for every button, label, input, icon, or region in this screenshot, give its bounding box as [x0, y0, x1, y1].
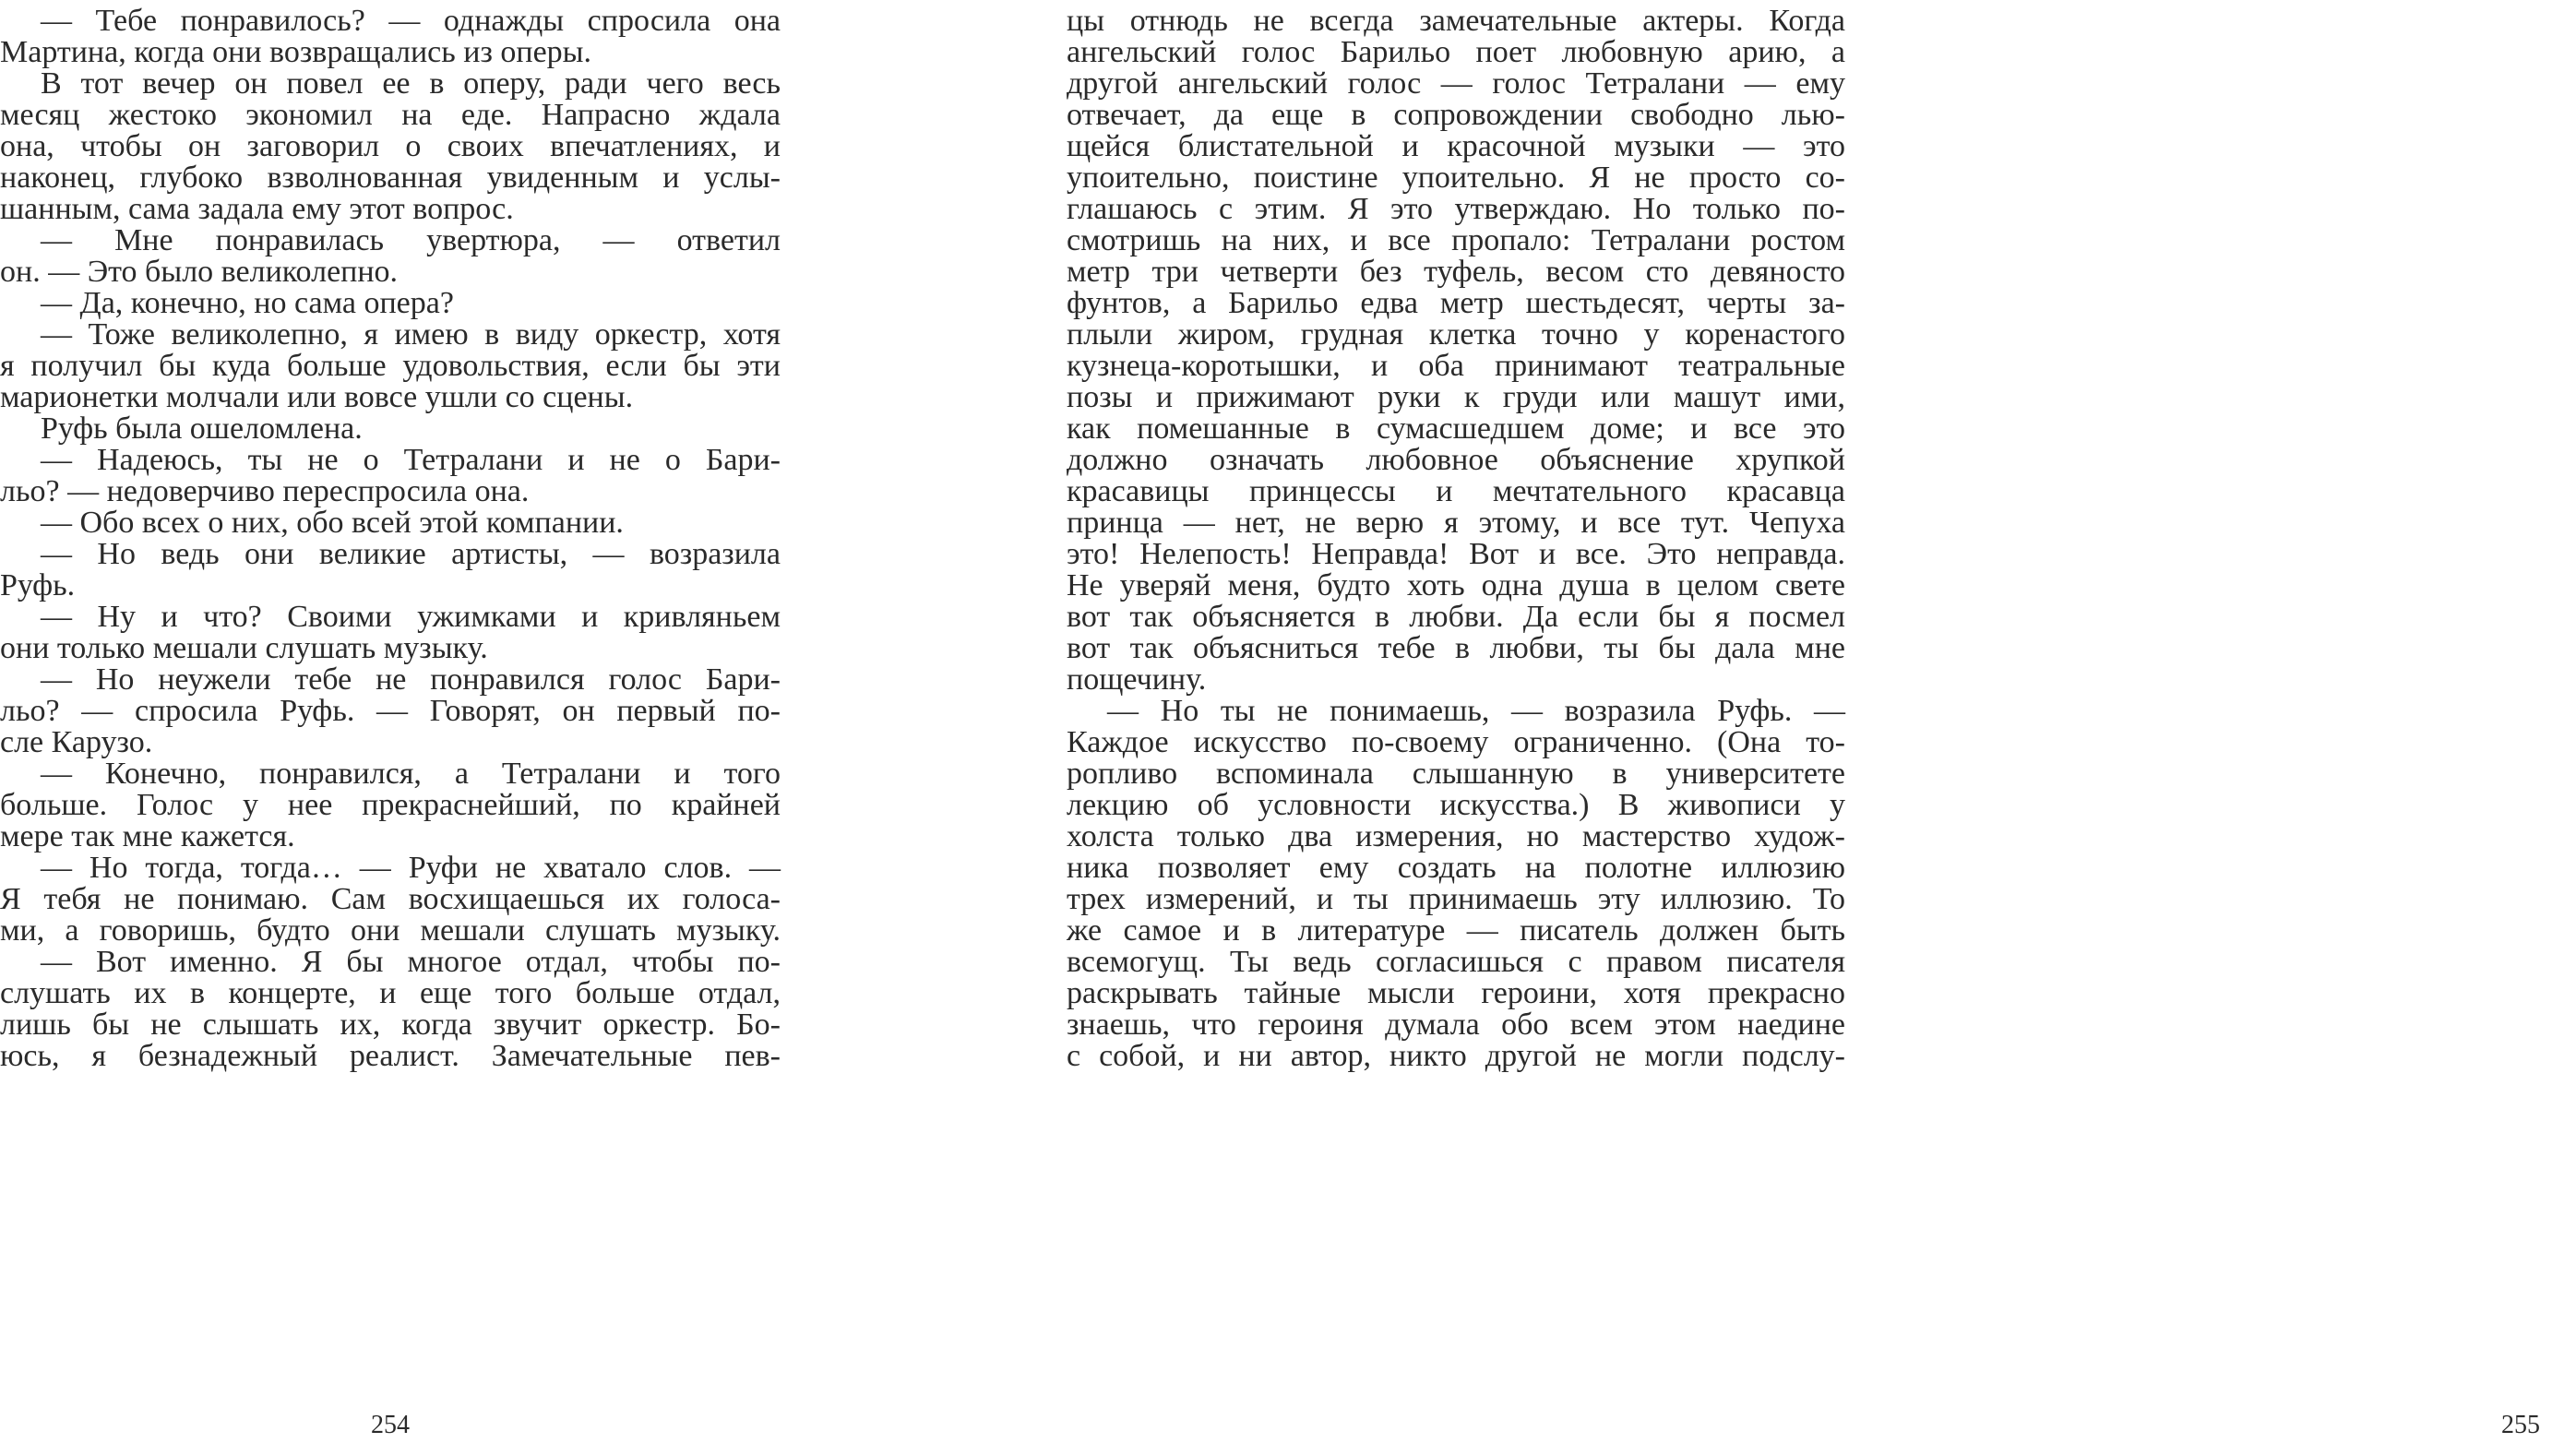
- text-line: холста только два измерения, но мастерство худож-: [1067, 819, 1845, 853]
- text-line: же самое и в литературе — писатель должен быть: [1067, 913, 1845, 948]
- text-line: — Ну и что? Своими ужимками и кривляньем: [41, 600, 781, 634]
- text-line: больше. Голос у нее прекраснейший, по крайней: [0, 788, 781, 822]
- text-line: упоительно, поистине упоительно. Я не просто со-: [1067, 161, 1845, 195]
- text-line: Каждое искусство по-своему ограниченно. (Она то-: [1067, 725, 1845, 759]
- text-line: сле Карузо.: [0, 725, 153, 759]
- text-line: ми, а говоришь, будто они мешали слушать музыку.: [0, 913, 781, 948]
- text-line: ангельский голос Барильо поет любовную арию, а: [1067, 35, 1845, 69]
- text-line: — Но ты не понимаешь, — возразила Руфь. —: [1107, 694, 1845, 728]
- text-line: цы отнюдь не всегда замечательные актеры. Когда: [1067, 4, 1845, 38]
- text-line: ропливо вспоминала слышанную в университете: [1067, 757, 1845, 791]
- text-line: Руфь была ошеломлена.: [41, 411, 363, 446]
- text-line: льо? — спросила Руфь. — Говорят, он первый по-: [0, 694, 781, 728]
- text-line: вот так объясниться тебе в любви, ты бы дала мне: [1067, 631, 1845, 665]
- text-line: Я тебя не понимаю. Сам восхищаешься их голоса-: [0, 882, 781, 916]
- text-line: ника позволяет ему создать на полотне иллюзию: [1067, 851, 1845, 885]
- text-line: льо? — недоверчиво переспросила она.: [0, 474, 530, 508]
- text-line: — Но ведь они великие артисты, — возразила: [41, 537, 781, 571]
- text-line: юсь, я безнадежный реалист. Замечательные пев-: [0, 1039, 781, 1073]
- text-line: — Обо всех о них, обо всей этой компании.: [41, 506, 624, 540]
- text-line: вот так объясняется в любви. Да если бы я посмел: [1067, 600, 1845, 634]
- text-line: Руфь.: [0, 568, 76, 602]
- text-line: глашаюсь с этим. Я это утверждаю. Но только по-: [1067, 192, 1845, 226]
- text-line: с собой, и ни автор, никто другой не могли подслу-: [1067, 1039, 1845, 1073]
- text-line: наконец, глубоко взволнованная увиденным и услы-: [0, 161, 781, 195]
- text-line: — Но неужели тебе не понравился голос Бари-: [41, 662, 781, 697]
- text-line: марионетки молчали или вовсе ушли со сцены.: [0, 380, 634, 414]
- text-line: раскрывать тайные мысли героини, хотя прекрасно: [1067, 976, 1845, 1010]
- text-line: мере так мне кажется.: [0, 819, 295, 853]
- text-line: метр три четверти без туфель, весом сто девяносто: [1067, 255, 1845, 289]
- text-line: лекцию об условности искусства.) В живописи у: [1067, 788, 1845, 822]
- text-line: — Конечно, понравился, а Тетралани и того: [41, 757, 781, 791]
- text-line: они только мешали слушать музыку.: [0, 631, 488, 665]
- text-line: месяц жестоко экономил на еде. Напрасно ждала: [0, 98, 781, 132]
- text-line: принца — нет, не верю я этому, и все тут. Чепуха: [1067, 506, 1845, 540]
- text-line: отвечает, да еще в сопровождении свободно лью-: [1067, 98, 1845, 132]
- text-line: — Вот именно. Я бы многое отдал, чтобы по-: [41, 945, 781, 979]
- text-line: — Надеюсь, ты не о Тетралани и не о Бари-: [41, 443, 781, 477]
- text-line: щейся блистательной и красочной музыки — это: [1067, 129, 1845, 163]
- text-line: позы и прижимают руки к груди или машут ими,: [1067, 380, 1845, 414]
- text-line: пощечину.: [1067, 662, 1207, 697]
- text-line: должно означать любовное объяснение хрупкой: [1067, 443, 1845, 477]
- text-line: это! Нелепость! Неправда! Вот и все. Это неправда.: [1067, 537, 1845, 571]
- text-line: фунтов, а Барильо едва метр шестьдесят, черты за-: [1067, 286, 1845, 320]
- text-line: шанным, сама задала ему этот вопрос.: [0, 192, 514, 226]
- text-line: — Но тогда, тогда… — Руфи не хватало слов. —: [41, 851, 781, 885]
- text-line: кузнеца-коротышки, и оба принимают театральные: [1067, 349, 1845, 383]
- text-line: она, чтобы он заговорил о своих впечатлениях, и: [0, 129, 781, 163]
- text-line: красавицы принцессы и мечтательного красавца: [1067, 474, 1845, 508]
- text-line: как помешанные в сумасшедшем доме; и все это: [1067, 411, 1845, 446]
- text-line: он. — Это было великолепно.: [0, 255, 399, 289]
- text-line: Мартина, когда они возвращались из оперы.: [0, 35, 592, 69]
- left-page-number: 254: [371, 1411, 410, 1439]
- right-page: [1067, 0, 2540, 1443]
- text-line: всемогущ. Ты ведь согласишься с правом писателя: [1067, 945, 1845, 979]
- text-line: плыли жиром, грудная клетка точно у коренастого: [1067, 317, 1845, 352]
- text-line: лишь бы не слышать их, когда звучит оркестр. Бо-: [0, 1008, 781, 1042]
- text-line: — Тоже великолепно, я имею в виду оркестр, хотя: [41, 317, 781, 352]
- text-line: трех измерений, и ты принимаешь эту иллюзию. То: [1067, 882, 1845, 916]
- text-line: я получил бы куда больше удовольствия, если бы эти: [0, 349, 781, 383]
- text-line: — Мне понравилась увертюра, — ответил: [41, 223, 781, 257]
- text-line: — Да, конечно, но сама опера?: [41, 286, 454, 320]
- text-line: слушать их в концерте, и еще того больше отдал,: [0, 976, 781, 1010]
- right-page-number: 255: [2501, 1411, 2540, 1439]
- text-line: Не уверяй меня, будто хоть одна душа в целом свете: [1067, 568, 1845, 602]
- text-line: — Тебе понравилось? — однажды спросила она: [41, 4, 781, 38]
- text-line: В тот вечер он повел ее в оперу, ради чего весь: [41, 66, 781, 101]
- text-line: знаешь, что героиня думала обо всем этом наедине: [1067, 1008, 1845, 1042]
- text-line: смотришь на них, и все пропало: Тетралани ростом: [1067, 223, 1845, 257]
- left-page: [0, 0, 781, 1443]
- text-line: другой ангельский голос — голос Тетралани — ему: [1067, 66, 1845, 101]
